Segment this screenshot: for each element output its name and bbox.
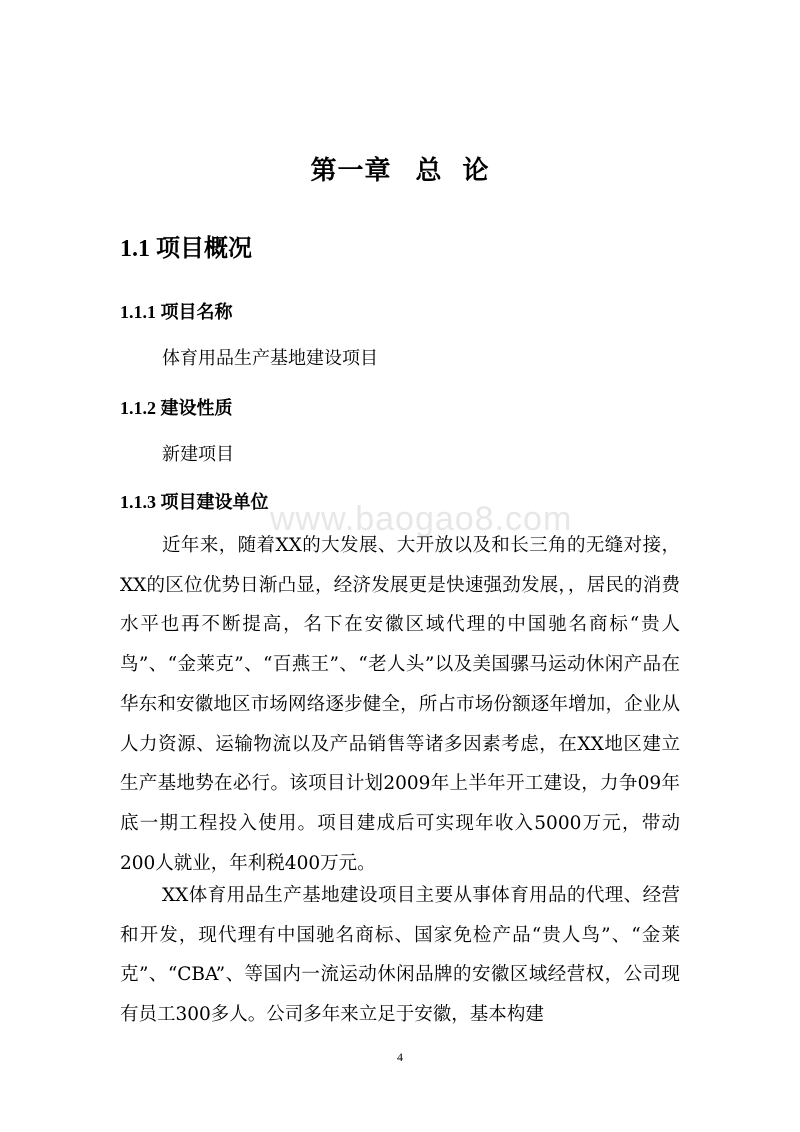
body-paragraph-2: XX体育用品生产基地建设项目主要从事体育用品的代理、经营和开发，现代理有中国驰名商标、国家免检产品“贵人鸟”、“金莱克”、“CBA”、等国内一流运动休闲品牌的安徽区域经营权，公司现有员工300多人。公司多年来立足于安徽，基本构建 [120, 885, 680, 1026]
watermark: www.baogao8.com [270, 500, 573, 538]
chapter-title [0, 150, 800, 187]
subsection-heading-name: 1.1.1 项目名称 [120, 302, 233, 322]
subsection-heading-nature: 1.1.2 建设性质 [120, 398, 233, 418]
chapter-title-word-1: 总 [415, 156, 443, 186]
page-number: 4 [397, 1050, 403, 1064]
project-name-text: 体育用品生产基地建设项目 [162, 348, 378, 369]
section-heading: 1.1 项目概况 [120, 236, 252, 262]
body-paragraph-1: 近年来，随着XX的大发展、大开放以及和长三角的无缝对接，XX的区位优势日渐凸显，经济发展更是快速强劲发展，，居民的消费水平也再不断提高，名下在安徽区域代理的中国驰名商标“贵人鸟”、“金莱克”、“百燕王”、“老人头”以及美国骡马运动休闲产品在华东和安徽地区市场网络逐步健全，所占市场份额逐年增加，企业从人力资源、运输物流以及产品销售等诸多因素考虑，在XX地区建立生产基地势在必行。该项目计划2009年上半年开工建设，力争09年底一期工程投入使用。项目建成后可实现年收入5000万元，带动200人就业，年利税400万元。 [120, 535, 680, 874]
chapter-title-number: 第一章 [310, 156, 392, 186]
subsection-heading-unit: 1.1.3 项目建设单位 [120, 492, 269, 512]
chapter-title-word-2: 论 [462, 156, 490, 186]
project-nature-text: 新建项目 [162, 444, 234, 465]
